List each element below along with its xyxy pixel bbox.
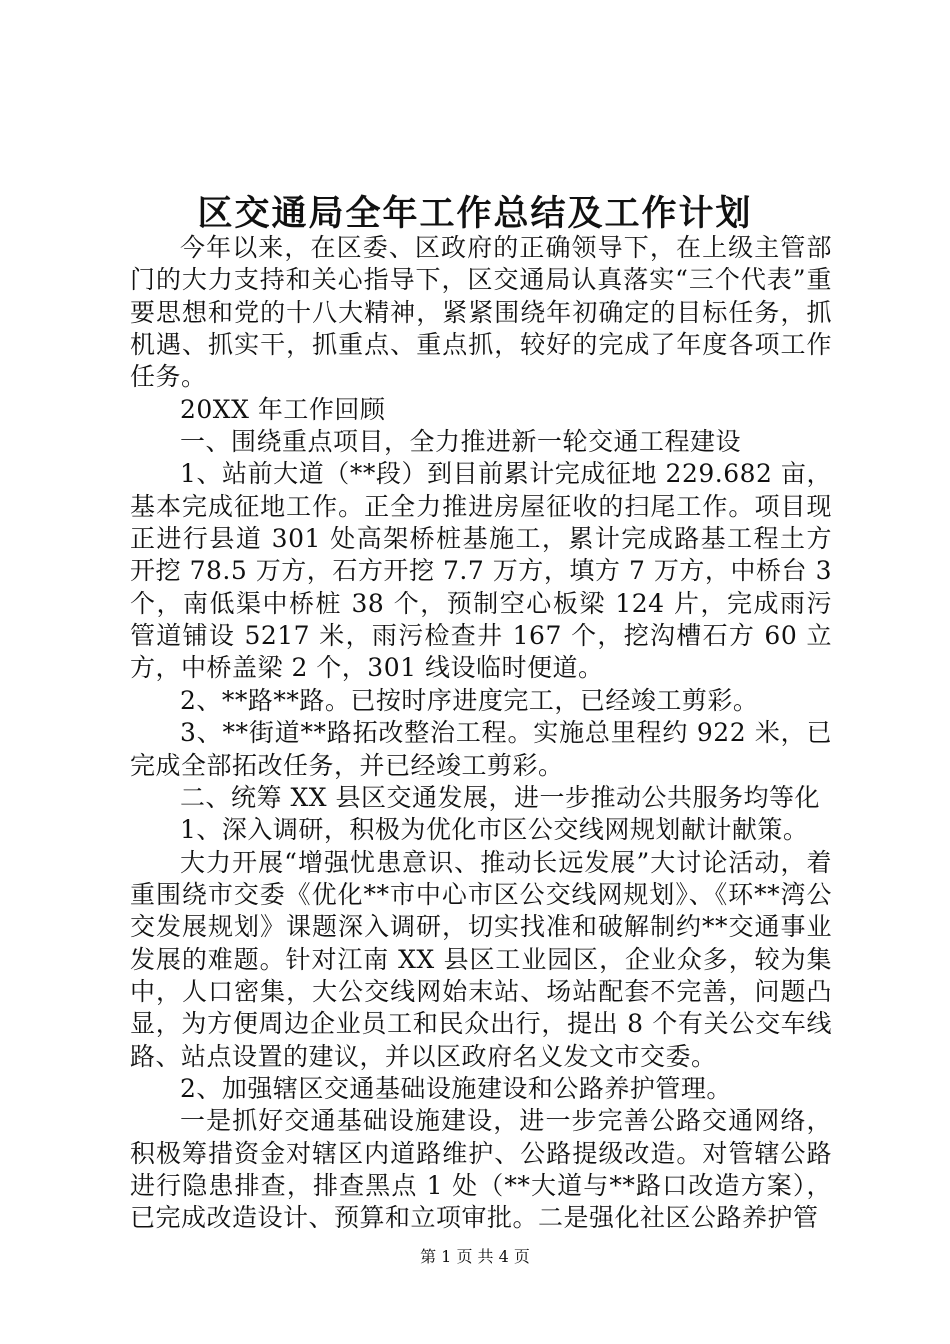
paragraph-item-1: 1、站前大道（**段）到目前累计完成征地 229.682 亩，基本完成征地工作。正全力推进房屋征收的扫尾工作。项目现正进行县道 301 处高架桥桩基施工，累计完成路基工程土方开挖 78.5 万方，石方开挖 7.7 万方，填方 7 万方，中桥台 3 个，南低渠中桥桩 38 个，预制空心板梁 124 片，完成雨污管道铺设 5217 米，雨污检查井 167 个，挖沟槽石方 60 立方，中桥盖梁 2 个，301 线设临时便道。 — [130, 459, 832, 683]
paragraph-infrastructure: 一是抓好交通基础设施建设，进一步完善公路交通网络，积极筹措资金对辖区内道路维护、公路提级改造。对管辖公路进行隐患排查，排查黑点 1 处（**大道与**路口改造方案），已完成改造设计、预算和立项审批。二是强化社区公路养护管 — [130, 1106, 832, 1233]
subheading-infrastructure: 2、加强辖区交通基础设施建设和公路养护管理。 — [180, 1073, 732, 1103]
paragraph-item-2: 2、**路**路。已按时序进度完工，已经竣工剪彩。 — [180, 685, 759, 715]
document-title: 区交通局全年工作总结及工作计划 — [197, 193, 753, 234]
paragraph-intro: 今年以来，在区委、区政府的正确领导下，在上级主管部门的大力支持和关心指导下，区交通局认真落实“三个代表”重要思想和党的十八大精神，紧紧围绕年初确定的目标任务，抓机遇、抓实干，抓重点、重点抓，较好的完成了年度各项工作任务。 — [130, 233, 832, 392]
section-heading-review: 20XX 年工作回顾 — [180, 394, 386, 424]
section-heading-1: 一、围绕重点项目，全力推进新一轮交通工程建设 — [180, 427, 742, 457]
page-footer: 第 1 页 共 4 页 — [420, 1247, 530, 1266]
subheading-research: 1、深入调研，积极为优化市区公交线网规划献计献策。 — [180, 815, 809, 845]
paragraph-research: 大力开展“增强忧患意识、推动长远发展”大讨论活动，着重围绕市交委《优化**市中心市区公交线网规划》、《环**湾公交发展规划》课题深入调研，切实找准和破解制约**交通事业发展的难题。针对江南 XX 县区工业园区，企业众多，较为集中，人口密集，大公交线网始末站、场站配套不完善，问题凸显，为方便周边企业员工和民众出行，提出 8 个有关公交车线路、站点设置的建议，并以区政府名义发文市交委。 — [130, 847, 832, 1071]
document-body — [130, 232, 832, 1235]
section-heading-2: 二、统筹 XX 县区交通发展，进一步推动公共服务均等化 — [180, 782, 820, 812]
paragraph-item-3: 3、**街道**路拓改整治工程。实施总里程约 922 米，已完成全部拓改任务，并已经竣工剪彩。 — [130, 718, 832, 780]
